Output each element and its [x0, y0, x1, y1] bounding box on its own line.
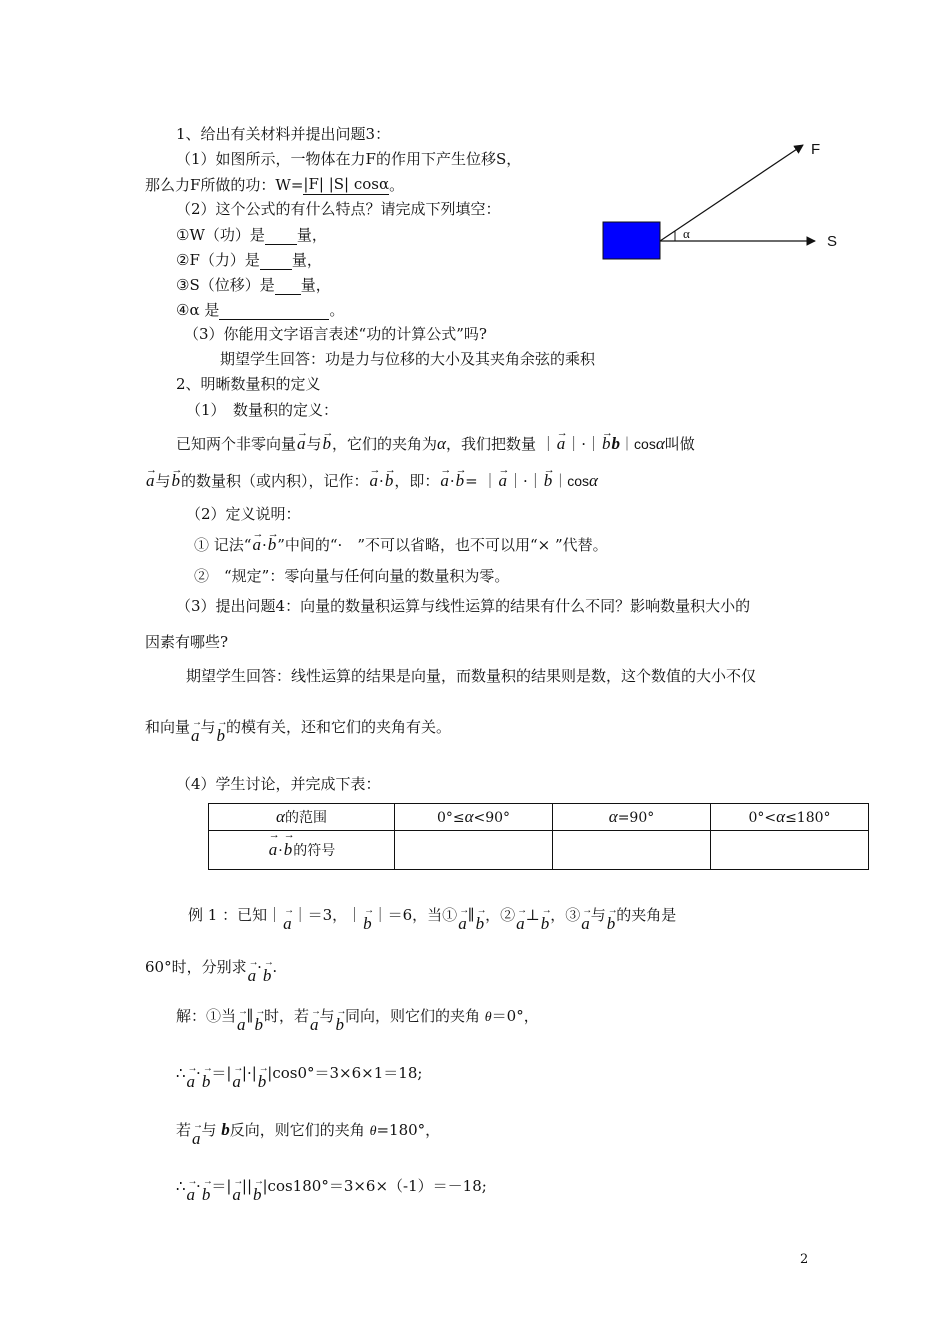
solution-line-2: ∴→ a·→ b＝|→ a|·|→ b|cos0°＝3×6×1＝18; [176, 1063, 422, 1083]
table-cell-blank [395, 831, 553, 870]
page-number: 2 [800, 1252, 809, 1267]
para-force-intro: （1）如图所示，一物体在力F的作用下产生位移S， [176, 150, 522, 168]
solution-line-3: 若→ a与 b反向，则它们的夹角 θ=180°， [176, 1120, 440, 1142]
table-intro: （4）学生讨论，并完成下表： [176, 775, 381, 793]
para-fill-prompt: （2）这个公式的有什么特点？请完成下列填空： [176, 200, 501, 218]
definition-line-2: → a与→ b的数量积（或内积），记作：→ a·→ b，即：→ a·→ b= ｜→ a｜·｜→ b｜cosα [145, 471, 598, 491]
question-4-line-1: （3）提出问题4：向量的数量积运算与线性运算的结果有什么不同？影响数量积大小的 [176, 597, 751, 615]
example-1-line-1: 例 1 ：已知｜→ a｜＝3，｜→ b｜＝6，当①→ a∥→ b，②→ a⊥→ b，③→ a与→ b的夹角是 [188, 905, 676, 925]
vector-b: → b [322, 434, 333, 454]
table-row [209, 804, 869, 831]
fill-item-4: ④α 是 。 [176, 301, 345, 319]
table-header-obtuse: 0°<α≤180° [711, 804, 869, 831]
force-label: F [811, 141, 821, 158]
expected-answer-2-line-2: 和向量→ a与→ b的模有关，还和它们的夹角有关。 [145, 717, 451, 737]
force-arrow [660, 145, 803, 241]
vector-a: → a [296, 434, 307, 454]
table-cell-blank [553, 831, 711, 870]
definition-notes-heading: （2）定义说明： [186, 505, 301, 523]
angle-label: α [683, 226, 690, 241]
table-header-right: α=90° [553, 804, 711, 831]
object-box [603, 222, 660, 259]
note-1: ① 记法“→ a·→ b”中间的“· ”不可以省略，也不可以用“× ”代替。 [194, 535, 608, 555]
table-header-range: α的范围 [209, 804, 395, 831]
solution-line-4: ∴→ a·→ b＝|→ a||→ b|cos180°＝3×6×（-1）＝－18; [176, 1176, 487, 1196]
fill-item-3: ③S（位移）是 量， [176, 276, 331, 294]
fill-item-2: ②F（力）是 量， [176, 251, 322, 269]
table-cell-blank [711, 831, 869, 870]
expected-answer-1: 期望学生回答：功是力与位移的大小及其夹角余弦的乘积 [220, 350, 596, 368]
sign-table [208, 803, 869, 870]
solution-line-1: 解：①当→ a∥→ b时，若→ a与→ b同向，则它们的夹角 θ＝0°， [176, 1006, 539, 1028]
fill-item-1: ①W（功）是 量， [176, 226, 327, 244]
table-header-acute: 0°≤α<90° [395, 804, 553, 831]
section-1-title: 1、给出有关材料并提出问题3： [176, 125, 391, 143]
work-formula-answer: |F| |S| cosα [303, 175, 390, 193]
table-row-label: → a·→ b的符号 [209, 831, 395, 870]
example-1-line-2: 60°时，分别求→ a·→ b. [145, 957, 277, 977]
definition-heading: （1） 数量积的定义： [186, 401, 339, 419]
question-3: （3）你能用文字语言表述“功的计算公式”吗? [184, 325, 487, 343]
question-4-line-2: 因素有哪些? [145, 633, 229, 651]
displacement-label: S [827, 233, 838, 250]
definition-line-1: 已知两个非零向量→ a与→ b，它们的夹角为α，我们把数量 ｜→ a｜·｜→ bb｜cosα叫做 [176, 434, 695, 454]
expected-answer-2-line-1: 期望学生回答：线性运算的结果是向量，而数量积的结果则是数，这个数值的大小不仅 [186, 667, 757, 685]
section-2-title: 2、明晰数量积的定义 [176, 375, 321, 393]
para-work-formula: 那么力F所做的功：W=|F| |S| cosα。 [145, 175, 405, 194]
force-displacement-figure [595, 130, 845, 270]
note-2: ② “规定”：零向量与任何向量的数量积为零。 [194, 567, 510, 585]
table-row [209, 831, 869, 870]
